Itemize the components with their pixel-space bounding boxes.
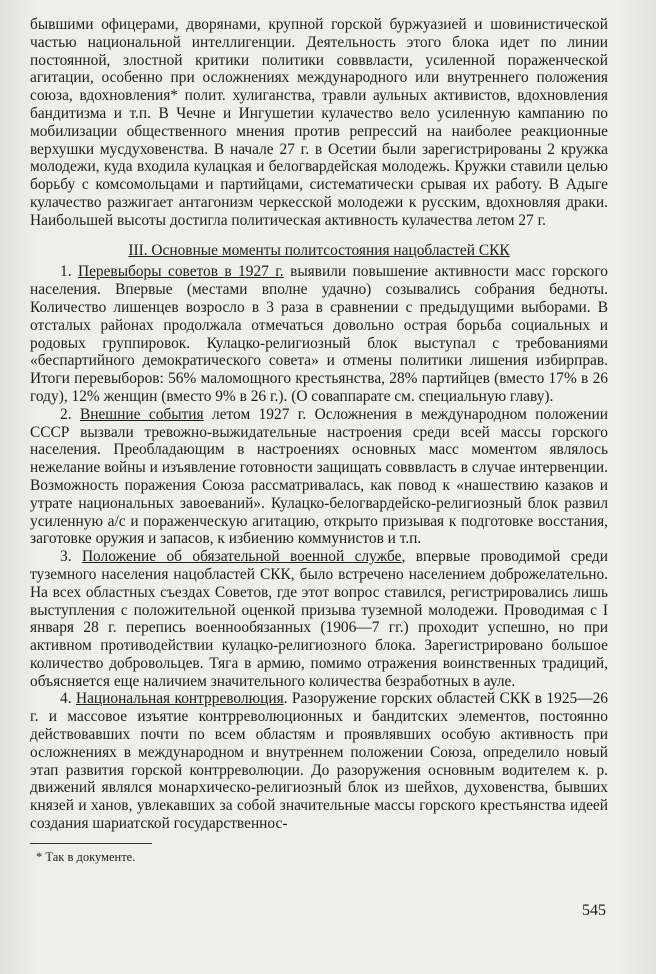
item-title: Положение об обязательной военной службе [81, 548, 402, 566]
item-title: Внешние события [79, 405, 204, 423]
item-2 [30, 406, 608, 548]
item-body: . Разоружение горских областей СКК в 1925—26 г. и массовое изъятие контрреволюционных и бандитских элементов, постоянно действовавших почти по всем областям и проявлявших особую активность при осложнениях в международном и внутреннем положении Союза, определило новый этап развития горской контрреволюции. До разоружения основным водителем к. р. движений являлся монархическо-религиозный блок из шейхов, духовенства, бывших князей и ханов, увлекавших за собой значительные массы горского крестьянства идеей создания шариатской государственнос- [30, 690, 608, 833]
item-1 [30, 263, 608, 405]
item-3 [30, 548, 608, 690]
footnote-divider [30, 843, 152, 844]
top-paragraph: бывшими офицерами, дворянами, крупной горской буржуазией и шовинистической частью национальной интеллигенции. Деятельность этого блока идет по линии постоянной, злостной критики политики совввласти, усиленной пораженческой агитации, особенно при осложнениях международного или внутреннего положения союза, вдохновления* полит. хулиганства, травли аульных активистов, вдохновления бандитизма и т.п. В Чечне и Ингушетии кулачество вело усиленную кампанию по мобилизации общественного мнения против репрессий на наиболее реакционные верхушки мусдуховенства. В начале 27 г. в Осетии были зарегистрированы 2 кружка молодежи, куда входила кулацкая и белогвардейская молодежь. Кружки ставили целью борьбу с комсомольцами и партийцами, систематически срывая их работу. В Адыге кулачество разжигает антагонизм черкесской молодежи к русским, вдохновляя драки. Наибольшей высоты достигла политическая активность кулачества летом 27 г. [30, 16, 608, 229]
item-body: летом 1927 г. Осложнения в международном положении СССР вызвали тревожно-выжидательные настроения среди всей массы горского населения. Преобладающим в настроениях основных масс моментом являлось нежелание войны и изъявление готовности защищать совввласть в случае интервенции. Возможность поражения Союза рассматривалась, как повод к «нашествию казаков и утрате национальных завоеваний». Кулацко-белогвардейско-религиозный блок развил усиленную а/с и пораженческую агитацию, открыто призывая к подготовке восстания, заготовке оружия и запасов, к избиению коммунистов и т.п. [30, 405, 608, 548]
item-number: 4. [60, 690, 72, 708]
section-heading [30, 242, 608, 260]
item-body: выявили повышение активности масс горского населения. Впервые (местами вполне удачно) созывались собрания бедноты. Количество лишенцев возросло в 3 раза в сравнении с предыдущими выборами. В отсталых районах продолжала отмечаться довольно острая борьба социальных и родовых группировок. Кулацко-религиозный блок выступал с требованиями «беспартийного демократического совета» и отмены политики лишения избирправ. Итоги перевыборов: 56% маломощного крестьянства, 28% партийцев (вместо 17% в 26 году), 12% женщин (вместо 9% в 26 г.). (О соваппарате см. специальную главу). [30, 263, 609, 405]
page-number: 545 [582, 902, 606, 919]
item-number: 3. [60, 548, 72, 566]
item-body: , впервые проводимой среди туземного населения нацобластей СКК, было встречено населением доброжелательно. На всех областных съездах Советов, где этот вопрос ставился, регистрировались лишь выступления с положительной оценкой призыва туземной молодежи. Проводимая с I января 28 г. перепись военнообязанных (1906—7 гг.) проходит успешно, но при активном противодействии кулацко-религиозного блока. Зарегистрировано большое количество добровольцев. Тяга в армию, помимо отражения воинственных традиций, объясняется еще наличием значительного количества безработных в ауле. [30, 548, 608, 690]
item-number: 1. [60, 263, 72, 281]
item-title: Национальная контрреволюция [75, 690, 284, 708]
item-4 [30, 690, 608, 832]
footnote: * Так в документе. [36, 850, 136, 864]
item-title: Перевыборы советов в 1927 г. [77, 263, 284, 281]
section-heading-text: III. Основные моменты политсостояния нацобластей СКК [128, 241, 510, 259]
main-text [30, 16, 608, 833]
item-number: 2. [60, 405, 72, 423]
